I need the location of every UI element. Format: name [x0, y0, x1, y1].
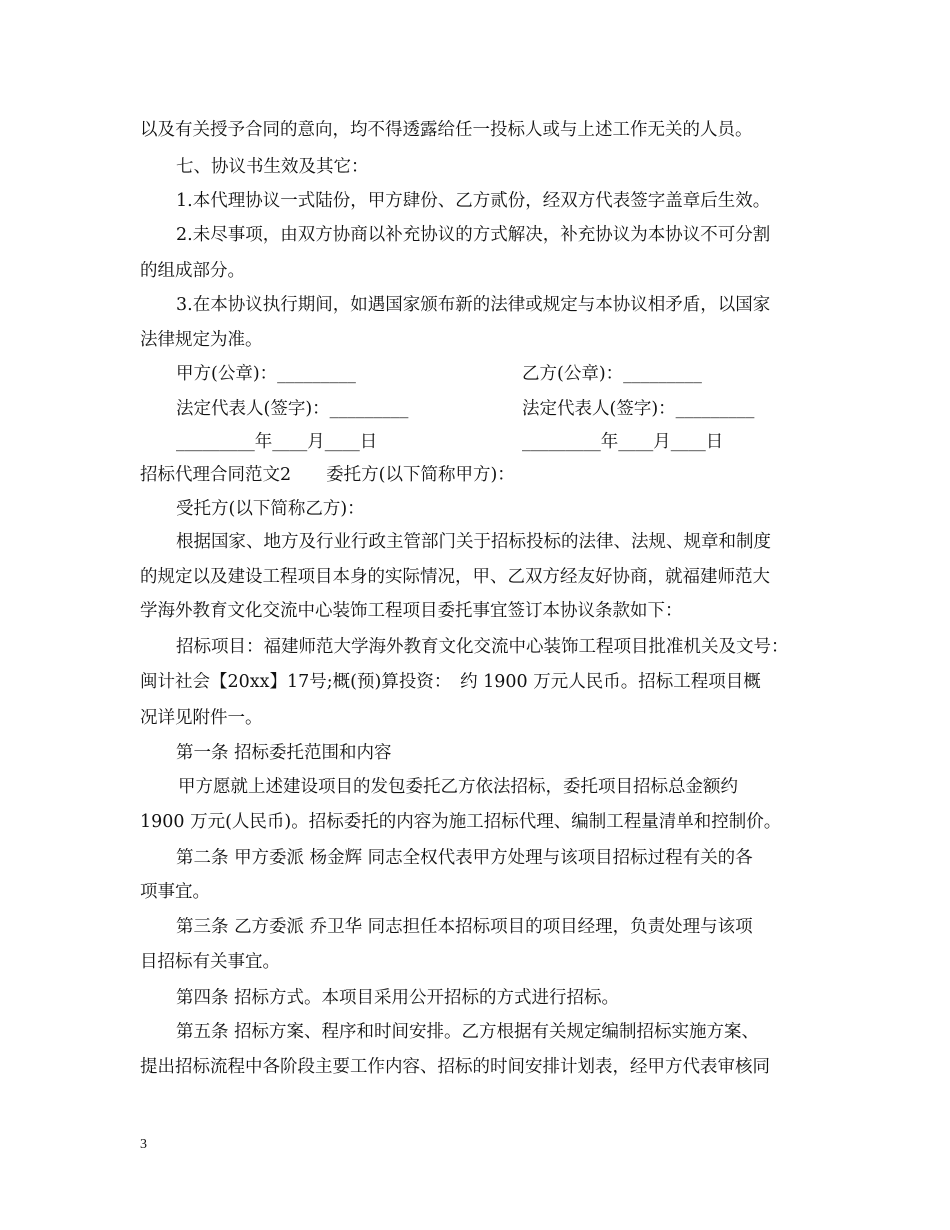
paragraph-line: 2.未尽事项，由双方协商以补充协议的方式解决，补充协议为本协议不可分割	[176, 225, 771, 245]
paragraph-line: 甲方愿就上述建设项目的发包委托乙方依法招标，委托项目招标总金额约	[178, 777, 738, 797]
paragraph-line: 项事宜。	[140, 882, 210, 902]
paragraph-line: 1900 万元(人民币)。招标委托的内容为施工招标代理、编制工程量清单和控制价。	[140, 812, 782, 832]
paragraph-line: 1.本代理协议一式陆份，甲方肆份、乙方贰份，经双方代表签字盖章后生效。	[176, 191, 771, 211]
article-heading: 第一条 招标委托范围和内容	[176, 743, 392, 763]
paragraph-line: 根据国家、地方及行业行政主管部门关于招标投标的法律、法规、规章和制度	[176, 532, 771, 552]
paragraph-line: 法律规定为准。	[140, 330, 263, 350]
paragraph-line: 第四条 招标方式。本项目采用公开招标的方式进行招标。	[176, 988, 620, 1008]
paragraph-line: 第二条 甲方委派 杨金辉 同志全权代表甲方处理与该项目招标过程有关的各	[176, 848, 753, 868]
paragraph-line: 况详见附件一。	[140, 708, 263, 728]
paragraph-line: 第三条 乙方委派 乔卫华 同志担任本招标项目的项目经理，负责处理与该项	[176, 917, 753, 937]
page-number: 3	[140, 1137, 147, 1152]
paragraph-line: 3.在本协议执行期间，如遇国家颁布新的法律或规定与本协议相矛盾，以国家	[176, 295, 771, 315]
party-a-seal-field: 甲方(公章)：_________	[176, 364, 356, 384]
paragraph-line: 第五条 招标方案、程序和时间安排。乙方根据有关规定编制招标实施方案、	[176, 1022, 760, 1042]
paragraph-line: 招标项目：福建师范大学海外教育文化交流中心装饰工程项目批准机关及文号：	[176, 637, 789, 657]
document-title: 招标代理合同范文2 委托方(以下简称甲方)：	[140, 465, 515, 485]
section-heading: 七、协议书生效及其它：	[176, 157, 369, 177]
party-a-legal-rep-field: 法定代表人(签字)：_________	[176, 399, 409, 419]
party-b-seal-field: 乙方(公章)：_________	[522, 364, 702, 384]
party-b-legal-rep-field: 法定代表人(签字)：_________	[522, 399, 755, 419]
paragraph-line: 提出招标流程中各阶段主要工作内容、招标的时间安排计划表，经甲方代表审核同	[140, 1057, 770, 1077]
party-a-date-field: _________年____月____日	[176, 432, 378, 452]
paragraph-line: 闽计社会【20xx】17号;概(预)算投资： 约 1900 万元人民币。招标工程项目概	[140, 672, 761, 692]
paragraph-line: 目招标有关事宜。	[140, 952, 280, 972]
paragraph-line: 以及有关授予合同的意向，均不得透露给任一投标人或与上述工作无关的人员。	[140, 120, 753, 140]
paragraph-line: 的规定以及建设工程项目本身的实际情况，甲、乙双方经友好协商，就福建师范大	[140, 567, 770, 587]
paragraph-line: 学海外教育文化交流中心装饰工程项目委托事宜签订本协议条款如下：	[140, 601, 683, 621]
paragraph-line: 受托方(以下简称乙方)：	[176, 499, 365, 519]
party-b-date-field: _________年____月____日	[522, 432, 724, 452]
paragraph-line: 的组成部分。	[140, 261, 245, 281]
